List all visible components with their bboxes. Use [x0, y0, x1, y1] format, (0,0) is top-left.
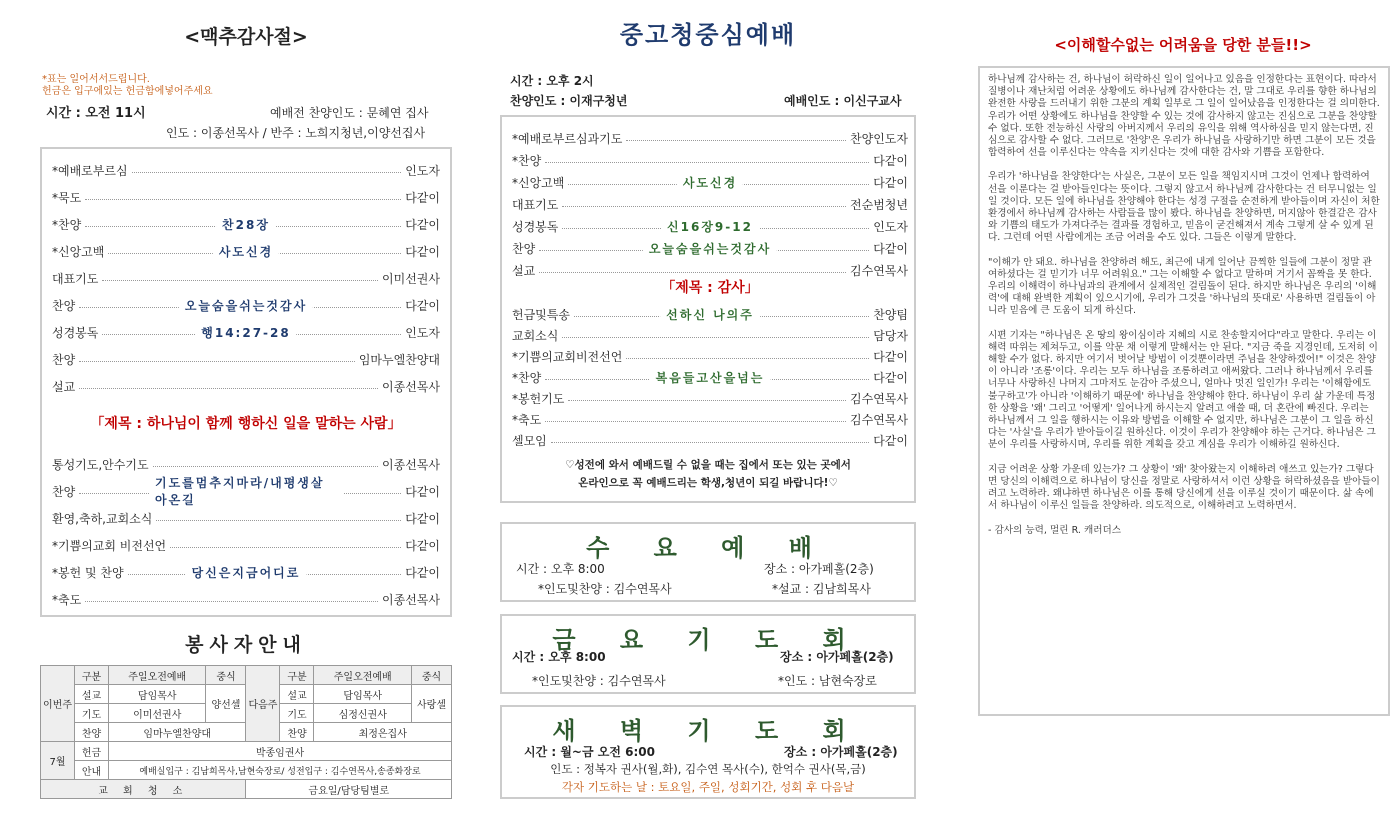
order-item-person: 찬양팀 [873, 307, 908, 322]
order-item-label: 찬양 [52, 352, 76, 367]
left-title: <맥추감사절> [184, 26, 308, 48]
fri-leader: *인도및찬양 : 김수연목사 [532, 674, 666, 688]
dotted-leader [153, 466, 378, 467]
order-item-label: *봉헌 및 찬양 [52, 565, 124, 580]
order-row [52, 292, 440, 318]
order-item-detail: 선하신 나의주 [660, 306, 760, 323]
order-item-person: 다같이 [405, 484, 440, 499]
order-row [52, 586, 440, 612]
center-praise: 찬양인도 : 이재구청년 [510, 94, 628, 108]
order-item-person: 전순범청년 [850, 197, 908, 212]
th-lunch-2: 중식 [412, 666, 452, 685]
order-item-person: 다같이 [405, 217, 440, 232]
order-row [52, 505, 440, 531]
order-item-person: 이종선목사 [382, 457, 440, 472]
wed-title: 수 요 예 배 [586, 534, 830, 562]
order-item-person: 임마누엘찬양대 [358, 352, 440, 367]
order-item-person: 다같이 [405, 244, 440, 259]
dotted-leader [568, 400, 846, 401]
order-item-label: 찬양 [52, 298, 76, 313]
left-order-box [40, 147, 452, 617]
order-item-label: 성경봉독 [52, 325, 99, 340]
table-cell: 최정은집사 [314, 723, 452, 742]
order-item-label: *신앙고백 [52, 244, 105, 259]
order-row [52, 157, 440, 183]
offering-value: 박종임권사 [109, 742, 452, 761]
center-sermon-title: 「제목 : 감사」 [661, 280, 759, 296]
order-item-person: 인도자 [405, 163, 440, 178]
order-item-person: 인도자 [873, 219, 908, 234]
dotted-leader [539, 272, 846, 273]
fri-preacher: *인도 : 남현숙장로 [778, 674, 877, 688]
order-item-detail: 행14:27-28 [195, 324, 296, 341]
order-item-label: *찬양 [52, 217, 82, 232]
table-cell: 담임목사 [109, 685, 206, 704]
order-item-label: 찬양 [52, 484, 76, 499]
lunch-this: 양선셀 [206, 685, 246, 723]
order-item-label: 대표기도 [512, 197, 559, 212]
order-item-person: 인도자 [405, 325, 440, 340]
table-cell: 찬양 [75, 723, 109, 742]
essay-paragraph: "이해가 안 돼요. 하나님을 찬양하려 해도, 최근에 내게 일어난 끔찍한 일들에 그분이 정말 관여하셨다는 걸 믿기가 너무 어려워요." 그는 이해할 수 없다고 말하며 거기서 꼼짝을 못 한다. 우리의 이해력이 하나님과의 관계에서 실제적인 걸림돌이 된다. 하지만 하나님은 우리의 '이해력'에 대해 완벽한 계획이 있으시기에, 우리가 그것을 '하나님의 뜻대로' 사용하면 걸림돌이 아니라 믿음에 큰 도움이 되게 하신다. [988, 256, 1377, 317]
order-item-label: *신앙고백 [512, 175, 565, 190]
order-item-label: *축도 [52, 592, 82, 607]
table-cell: 찬양 [280, 723, 314, 742]
dotted-leader [170, 547, 401, 548]
table-cell: 설교 [75, 685, 109, 704]
dotted-leader [626, 358, 869, 359]
order-item-label: *찬양 [512, 370, 542, 385]
center-order-box [500, 115, 916, 503]
essay-paragraph: 하나님께 감사하는 건, 하나님이 허락하신 일이 일어나고 있음을 인정한다는 표현이다. 따라서 질병이나 재난처럼 어려운 상황에도 하나님께 감사한다는 건, 말 그대로 우리를 향한 하나님의 완전한 사랑을 드러내기 위한 그분의 계획 일부로 그 일이 일어났음을 인정한다는 걸 의미한다. 우리가 어떤 상황에도 하나님을 찬양할 수 있는 것에 감사하지 않고는 진심으로 그분을 찬양할 수 없다. 또한 전능하신 사랑의 아버지께서 우리의 유익을 위해 역사하심을 믿지 않는다면, 진심으로 감사할 수 없다. 그러므로 '찬양'은 우리가 하나님을 사랑하기만 하면 그분이 모든 것을 합력하여 선을 이루신다는 약속을 지키신다는 것에 대한 감사와 기쁨을 포함한다. [988, 74, 1380, 159]
order-item-label: *축도 [512, 412, 542, 427]
center-time: 시간 : 오후 2시 [510, 74, 594, 88]
order-item-detail: 당신은지금어디로 [186, 564, 307, 581]
guide-value: 예배실입구 : 김남희목사,남현숙장로/ 성전입구 : 김수연목사,송종화장로 [109, 761, 452, 780]
dotted-leader [562, 337, 869, 338]
order-item-label: *기쁨의교회 비전선언 [52, 538, 167, 553]
dotted-leader [626, 140, 846, 141]
essay-paragraph: 지금 어려운 상황 가운데 있는가? 그 상황이 '왜' 찾아왔는지 이해하려 애쓰고 있는가? 그렇다면 당신의 이해력으로 하나님이 당신을 정말로 사랑하셔서 이런 상황을 허락하셨음을 받아들이려고 노력하라. 왜냐하면 하나님은 이를 통해 당신에게 선을 이루실 것이기 때문이다. 삶 속에서 하나님이 이루신 일들을 찬양하라. 의도적으로, 이해하려고 노력하면서. [988, 463, 1380, 512]
dotted-leader [545, 162, 869, 163]
wed-time: 시간 : 오후 8:00 [516, 562, 605, 576]
th-gubun: 구분 [75, 666, 109, 685]
order-item-person: 다같이 [873, 241, 908, 256]
order-row [52, 346, 440, 372]
order-row [52, 265, 440, 291]
dotted-leader [132, 172, 402, 173]
order-item-person: 이종선목사 [382, 592, 440, 607]
essay-box [978, 66, 1390, 716]
dawn-place: 장소 : 아가페홀(2층) [784, 745, 898, 759]
order-item-detail: 오늘숨을쉬는것감사 [179, 297, 313, 314]
dawn-leaders: 인도 : 정복자 권사(월,화), 김수연 목사(수), 한억수 권사(목,금) [550, 762, 866, 776]
order-item-detail: 신16장9-12 [661, 218, 759, 235]
essay-source: - 감사의 능력, 멀린 R. 캐러더스 [988, 524, 1122, 536]
table-cell: 담임목사 [314, 685, 412, 704]
order-row [512, 427, 908, 453]
dotted-leader [79, 388, 378, 389]
standing-note: *표는 일어서서드립니다. [42, 74, 150, 85]
order-item-person: 다같이 [873, 175, 908, 190]
order-item-detail: 오늘숨을쉬는것감사 [643, 240, 777, 257]
service-time: 시간 : 오전 11시 [46, 106, 146, 121]
order-item-person: 김수연목사 [850, 412, 908, 427]
fri-time: 시간 : 오후 8:00 [512, 650, 606, 664]
order-item-person: 다같이 [405, 511, 440, 526]
th-lunch: 중식 [206, 666, 246, 685]
order-item-detail: 기도를멈추지마라/내평생살아온길 [149, 474, 343, 508]
order-item-label: 설교 [512, 263, 536, 278]
table-cell: 기도 [75, 704, 109, 723]
table-cell: 기도 [280, 704, 314, 723]
order-row [52, 184, 440, 210]
order-item-label: 대표기도 [52, 271, 99, 286]
volunteer-table [40, 665, 452, 799]
center-title: 중고청중심예배 [619, 21, 797, 49]
dotted-leader [85, 601, 378, 602]
table-cell: 심정신권사 [314, 704, 412, 723]
order-row [52, 532, 440, 558]
sermon-title: 「제목 : 하나님이 함께 행하신 일을 말하는 사람」 [90, 416, 402, 432]
dotted-leader [156, 520, 401, 521]
dotted-leader [79, 361, 355, 362]
right-title: <이해할수없는 어려움을 당한 분들!!> [1054, 36, 1312, 54]
guide-label: 안내 [75, 761, 109, 780]
next-week-label: 다음주 [246, 666, 280, 742]
order-item-detail: 사도신경 [677, 174, 743, 191]
order-item-person: 김수연목사 [850, 391, 908, 406]
order-row [52, 211, 440, 237]
order-item-person: 다같이 [873, 153, 908, 168]
fri-title: 금 요 기 도 회 [552, 626, 864, 654]
th-main: 주일오전예배 [109, 666, 206, 685]
dotted-leader [85, 199, 401, 200]
order-item-label: *찬양 [512, 153, 542, 168]
month-label: 7월 [41, 742, 75, 780]
offering-note: 헌금은 입구에있는 헌금함에넣어주세요 [42, 86, 213, 97]
order-row [52, 559, 440, 585]
center-leader: 예배인도 : 이신구교사 [784, 94, 902, 108]
dotted-leader [545, 421, 846, 422]
leaders-line: 인도 : 이종선목사 / 반주 : 노희지청년,이양선집사 [166, 126, 426, 140]
dawn-time: 시간 : 월~금 오전 6:00 [524, 745, 655, 759]
order-item-detail: 찬28장 [216, 216, 276, 233]
center-notice-2: 온라인으로 꼭 예배드리는 학생,청년이 되길 바랍니다!♡ [578, 477, 838, 489]
clean-label: 교 회 청 소 [41, 780, 246, 799]
dotted-leader [102, 280, 378, 281]
service-title: 봉사자안내 [185, 634, 307, 656]
order-item-label: 셀모임 [512, 433, 547, 448]
order-item-detail: 복음들고산을넘는 [650, 369, 771, 386]
wed-service-box [500, 522, 916, 602]
order-item-label: 교회소식 [512, 328, 559, 343]
order-item-person: 다같이 [405, 538, 440, 553]
order-item-label: 찬양 [512, 241, 536, 256]
wed-leader: *인도및찬양 : 김수연목사 [538, 582, 672, 596]
order-item-person: 담당자 [873, 328, 908, 343]
order-item-person: 다같이 [405, 298, 440, 313]
order-item-label: 헌금및특송 [512, 307, 570, 322]
essay-paragraph: 시편 기자는 "하나님은 온 땅의 왕이심이라 지혜의 시로 찬송할지어다"라고 말한다. 우리는 이해력 따위는 제쳐두고, 이를 악문 채 이렇게 말해서는 안 된다. "지금 죽을 지경인데, 도저히 이해할 수가 없다. 하지만 여기서 벗어날 방법이 이것뿐이라면 주님을 찬양하겠어!" 이것은 찬양이 아니라 '조롱'이다. 우리는 모두 하나님을 조롱하려고 애써왔다. 그러나 하나님께서 우리를 너무나 사랑하신 나머지 그마저도 눈감아 주셨으니, 얼마나 멋진 일인가! 우리는 '이해함에도 불구하고'가 아니라 '이해하기 때문에' 하나님을 찬양해야 한다. 하나님이 우리 삶 가운데 특정한 상황을 '왜' 그리고 '어떻게' 일어나게 하시는지 알려고 애쓸 때, 더 혼란에 빠진다. 우리는 하나님께서 그 일을 행하시는 이유와 방법을 이해할 수 없지만, 하나님은 그분이 그 일을 하신다는 '사실'을 우리가 받아들이길 원하신다. 이것이 우리가 찬양해야 하는 근거다. 하나님은 그분이 우리를 사랑하시며, 우리를 위한 계획을 갖고 계심을 우리가 이해하길 원하신다. [988, 329, 1378, 451]
lunch-next: 사랑셀 [412, 685, 452, 723]
dawn-service-box [500, 705, 916, 799]
order-item-person: 다같이 [873, 370, 908, 385]
table-cell: 설교 [280, 685, 314, 704]
dawn-title: 새 벽 기 도 회 [552, 717, 864, 745]
order-item-label: *예배로부르심과기도 [512, 131, 623, 146]
offering-label: 헌금 [75, 742, 109, 761]
essay-paragraph: 우리가 '하나님을 찬양한다'는 사실은, 그분이 모든 일을 책임지시며 그것이 언제나 합력하여 선을 이룬다는 걸 받아들인다는 뜻이다. 그렇지 않고서 하나님께 감사한다는 건 터무니없는 일일 것이다. 모든 일에 하나님을 찬양해야 한다는 성경 구절을 순전하게 받아들이며 자신이 처한 환경에서 하나님께 감사하는 사람들을 많이 봤다. 하나님을 찬양하면, 머지않아 한결같은 감사와 기쁨의 태도가 가져다주는 결과를 경험하고, 믿음이 굳건해져서 계속 그렇게 살 수 있게 된다. 그런데 어떤 사람에게는 조금 어려울 수도 있다. 그들은 이렇게 말한다. [988, 171, 1380, 244]
dotted-leader [551, 442, 869, 443]
fri-place: 장소 : 아가페홀(2층) [780, 650, 894, 664]
order-item-person: 찬양인도자 [850, 131, 908, 146]
order-item-label: *예배로부르심 [52, 163, 128, 178]
th-gubun-2: 구분 [280, 666, 314, 685]
wed-place: 장소 : 아가페홀(2층) [764, 562, 874, 576]
order-item-person: 이미선권사 [382, 271, 440, 286]
order-item-person: 다같이 [405, 190, 440, 205]
order-item-label: 설교 [52, 379, 76, 394]
order-item-label: 환영,축하,교회소식 [52, 511, 153, 526]
order-item-label: *봉헌기도 [512, 391, 565, 406]
order-item-detail: 사도신경 [213, 243, 279, 260]
clean-value: 금요일/담당팀별로 [246, 780, 452, 799]
order-item-label: 성경봉독 [512, 219, 559, 234]
order-row [52, 373, 440, 399]
order-item-person: 김수연목사 [850, 263, 908, 278]
praise-leader: 예배전 찬양인도 : 문혜연 집사 [270, 106, 429, 120]
order-item-label: 통성기도,안수기도 [52, 457, 149, 472]
dotted-leader [562, 206, 846, 207]
order-item-label: *기쁨의교회비전선언 [512, 349, 623, 364]
order-item-person: 다같이 [405, 565, 440, 580]
th-main-2: 주일오전예배 [314, 666, 412, 685]
wed-preacher: *설교 : 김남희목사 [772, 582, 871, 596]
order-item-person: 다같이 [873, 433, 908, 448]
table-cell: 임마누엘찬양대 [109, 723, 246, 742]
order-item-label: *묵도 [52, 190, 82, 205]
order-item-person: 다같이 [873, 349, 908, 364]
table-cell: 이미선권사 [109, 704, 206, 723]
fri-service-box [500, 614, 916, 694]
order-row [52, 319, 440, 345]
dawn-days: 각자 기도하는 날 : 토요일, 주일, 성회기간, 성회 후 다음날 [561, 780, 855, 794]
order-row [52, 238, 440, 264]
this-week-label: 이번주 [41, 666, 75, 742]
order-item-person: 이종선목사 [382, 379, 440, 394]
order-row [52, 476, 440, 507]
center-notice-1: ♡성전에 와서 예배드릴 수 없을 때는 집에서 또는 있는 곳에서 [565, 459, 851, 471]
